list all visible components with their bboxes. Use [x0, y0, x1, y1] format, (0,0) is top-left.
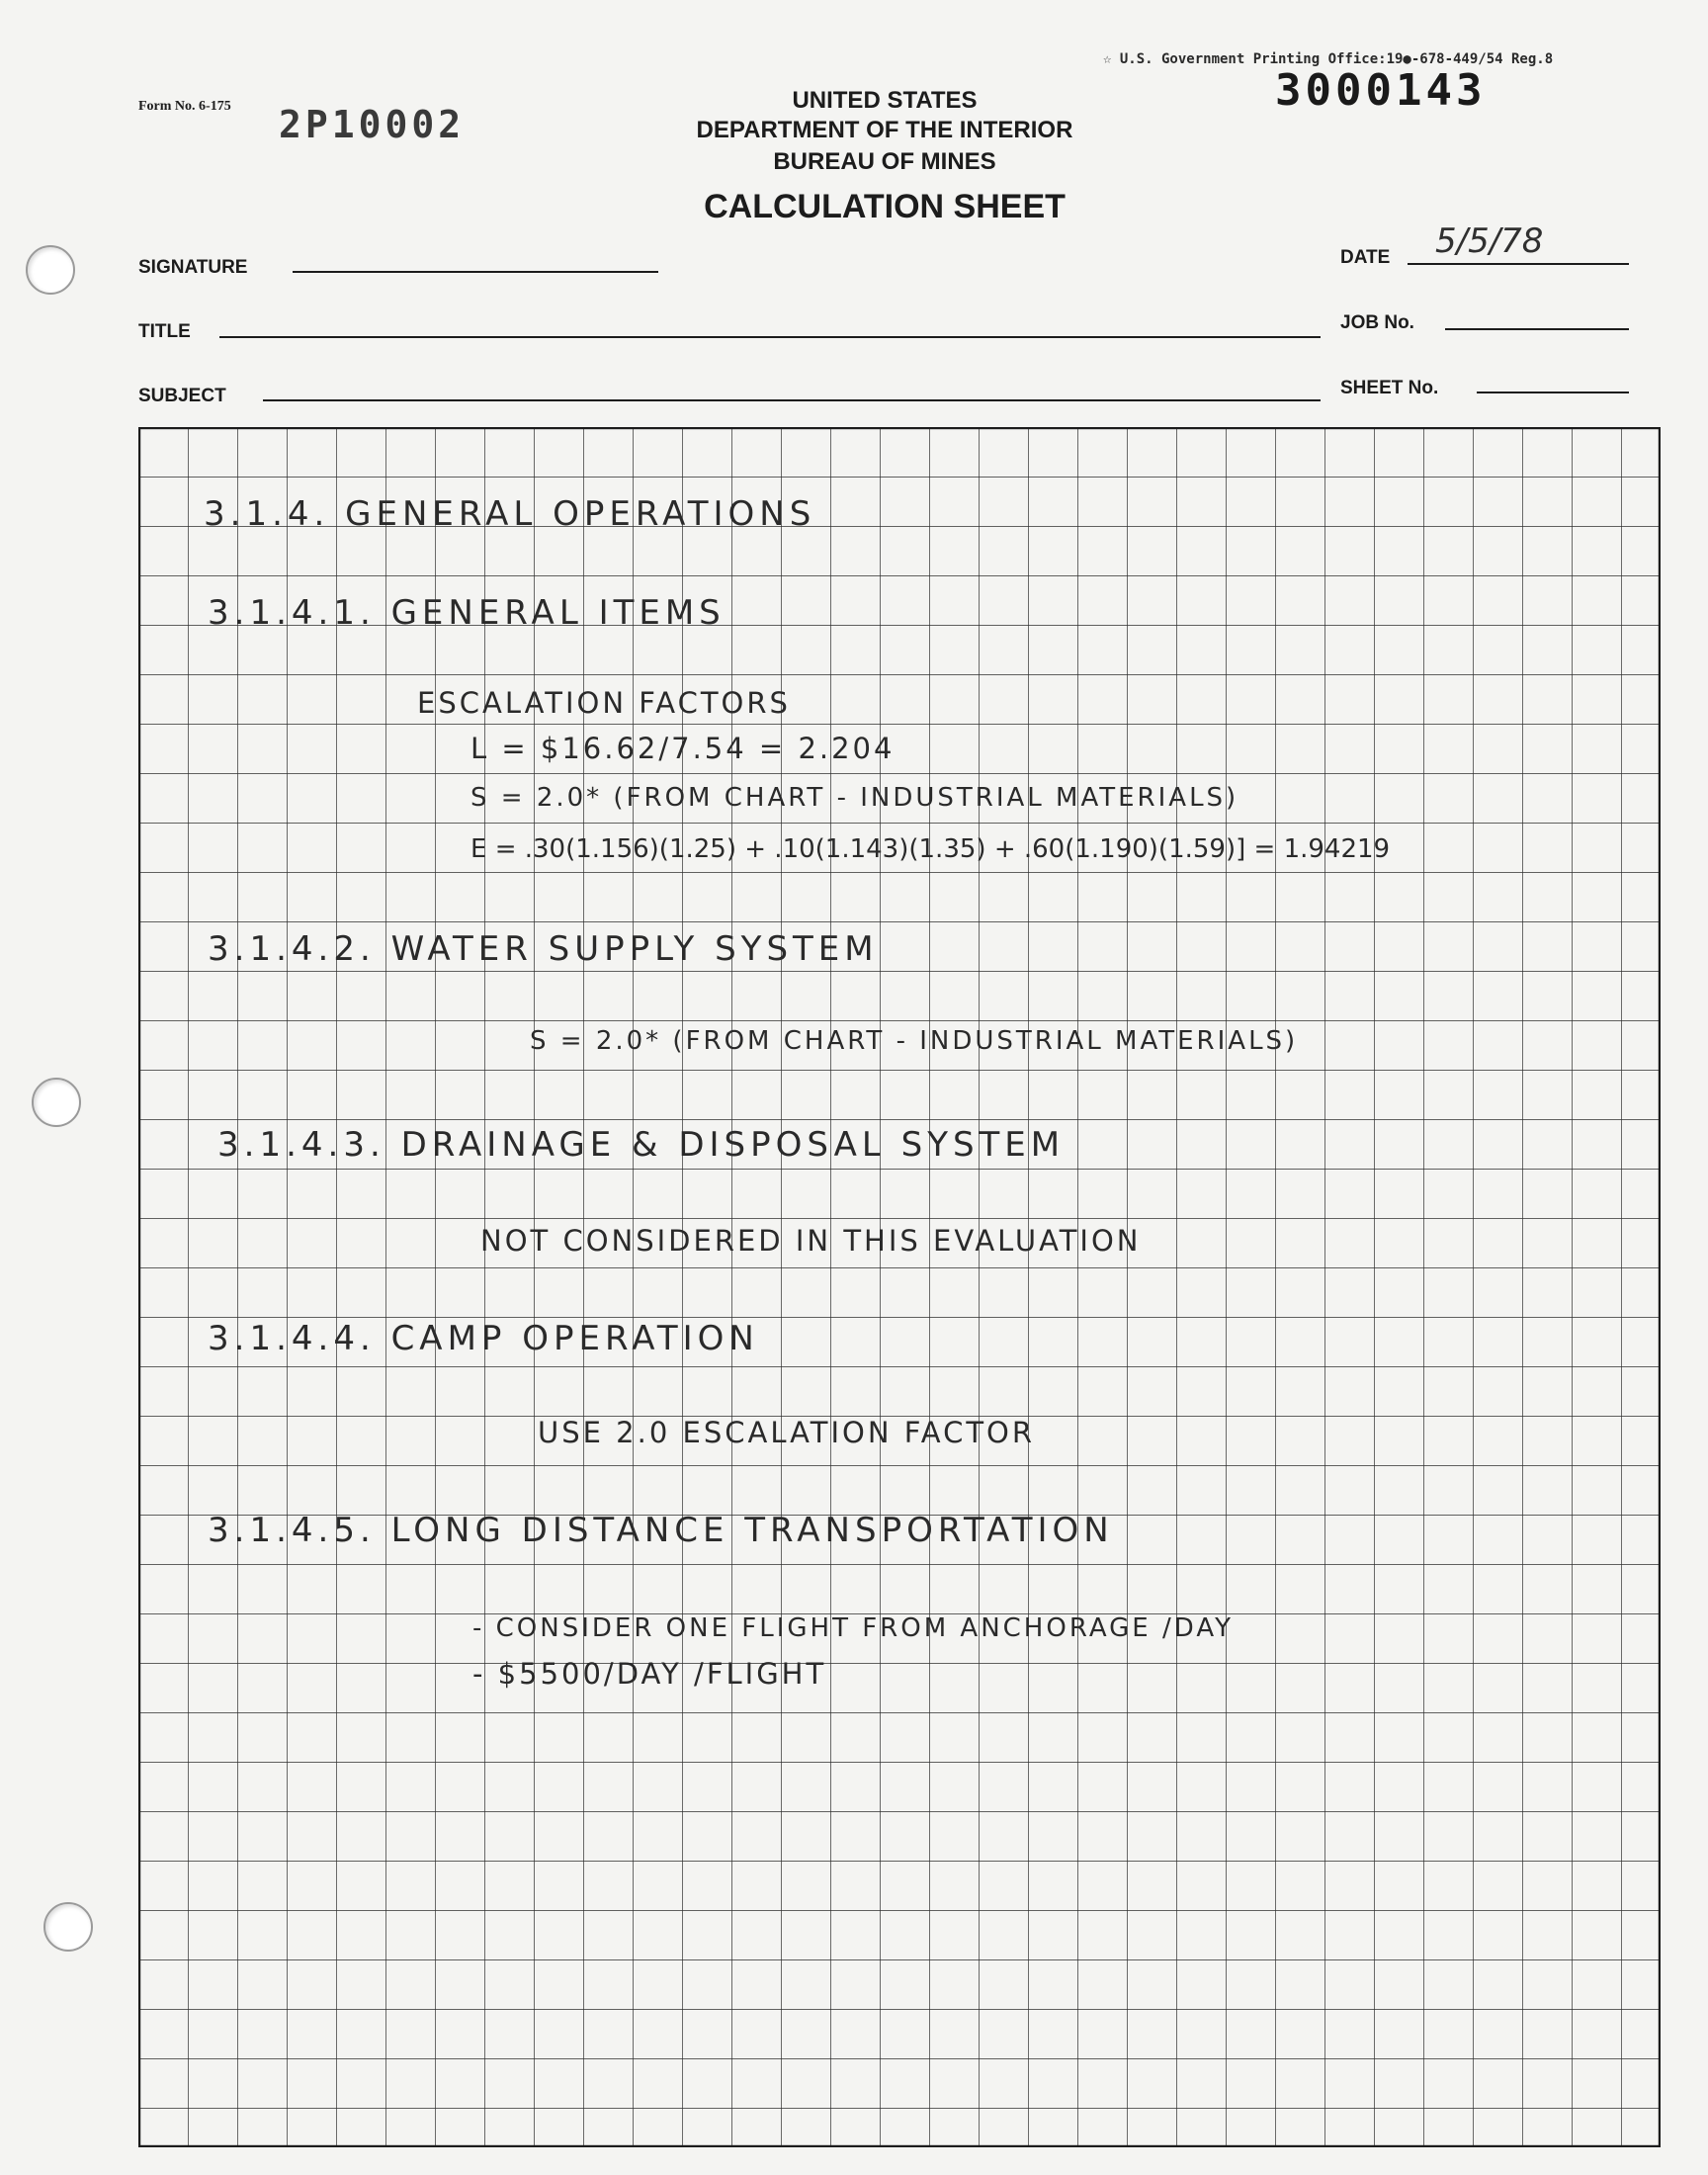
section-3-1-4-2-heading: 3.1.4.2. WATER SUPPLY SYSTEM	[208, 929, 879, 969]
date-label: DATE	[1340, 247, 1391, 268]
title-label: TITLE	[138, 321, 191, 342]
date-field[interactable]	[1408, 263, 1629, 265]
escalation-factors-label: ESCALATION FACTORS	[417, 686, 791, 720]
labor-factor-equation: L = $16.62/7.54 = 2.204	[470, 732, 896, 765]
water-supply-factor: S = 2.0* (FROM CHART - INDUSTRIAL MATERIALS)	[530, 1026, 1299, 1056]
camp-operation-note: USE 2.0 ESCALATION FACTOR	[538, 1416, 1036, 1449]
agency-line-1: UNITED STATES	[792, 87, 978, 114]
date-value: 5/5/78	[1435, 221, 1544, 261]
gpo-notice: ☆ U.S. Government Printing Office:19●-678-449/54 Reg.8	[1103, 51, 1554, 67]
subject-label: SUBJECT	[138, 386, 226, 406]
job-number-label: JOB No.	[1340, 312, 1414, 333]
section-3-1-4-1-heading: 3.1.4.1. GENERAL ITEMS	[208, 593, 726, 633]
drainage-note: NOT CONSIDERED IN THIS EVALUATION	[480, 1224, 1142, 1258]
section-3-1-4-heading: 3.1.4. GENERAL OPERATIONS	[204, 494, 816, 534]
stamp-number-top: 3000143	[1275, 65, 1487, 116]
section-3-1-4-4-heading: 3.1.4.4. CAMP OPERATION	[208, 1319, 759, 1358]
flight-cost-note: - $5500/DAY /FLIGHT	[472, 1657, 827, 1691]
section-3-1-4-5-heading: 3.1.4.5. LONG DISTANCE TRANSPORTATION	[208, 1511, 1114, 1550]
equipment-factor-equation: E = .30(1.156)(1.25) + .10(1.143)(1.35) + .60(1.190)(1.59)] = 1.94219	[470, 834, 1391, 864]
punch-hole-bottom	[43, 1902, 93, 1952]
stamp-number-left: 2P10002	[279, 103, 466, 146]
supplies-factor-equation: S = 2.0* (FROM CHART - INDUSTRIAL MATERIALS)	[470, 783, 1239, 813]
sheet-number-field[interactable]	[1477, 392, 1629, 393]
calculation-grid	[138, 427, 1661, 2147]
sheet-number-label: SHEET No.	[1340, 378, 1439, 398]
signature-field[interactable]	[293, 271, 658, 273]
flight-note: - CONSIDER ONE FLIGHT FROM ANCHORAGE /DAY	[472, 1613, 1234, 1643]
job-number-field[interactable]	[1445, 328, 1629, 330]
agency-line-2: DEPARTMENT OF THE INTERIOR	[696, 117, 1073, 143]
punch-hole-top	[26, 245, 75, 295]
punch-hole-middle	[32, 1078, 81, 1127]
section-3-1-4-3-heading: 3.1.4.3. DRAINAGE & DISPOSAL SYSTEM	[217, 1125, 1066, 1165]
sheet-title: CALCULATION SHEET	[704, 188, 1066, 225]
subject-field[interactable]	[263, 399, 1321, 401]
agency-line-3: BUREAU OF MINES	[773, 148, 996, 175]
title-field[interactable]	[219, 336, 1321, 338]
signature-label: SIGNATURE	[138, 257, 248, 278]
form-number: Form No. 6-175	[138, 99, 231, 114]
